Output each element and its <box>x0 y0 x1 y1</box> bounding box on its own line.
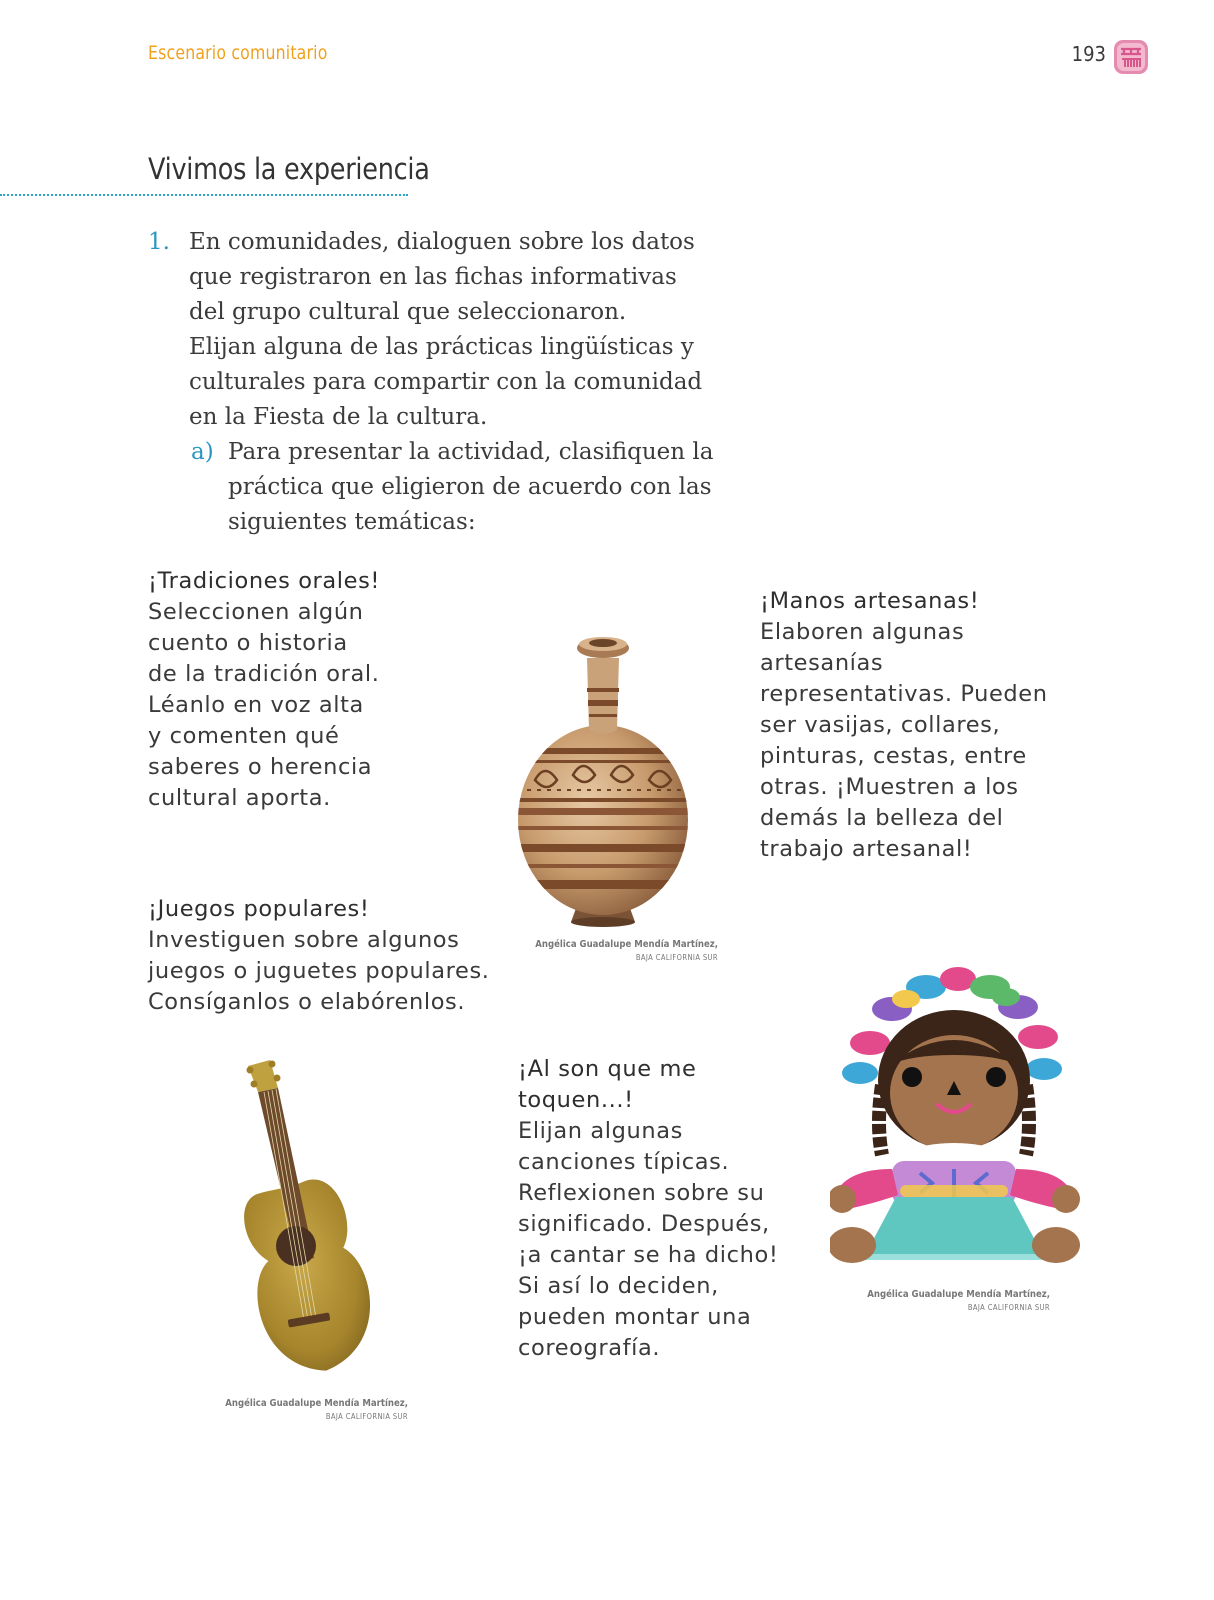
title-divider <box>0 194 408 196</box>
theme-line: ¡a cantar se ha dicho! <box>518 1242 779 1268</box>
theme-line: Léanlo en voz alta <box>148 692 364 718</box>
glyph-icon <box>1113 39 1149 75</box>
credit-name: Angélica Guadalupe Mendía Martínez, <box>867 1289 1050 1300</box>
activity-number: 1. <box>148 229 170 255</box>
scenario-label: Escenario comunitario <box>148 42 328 64</box>
credit-name: Angélica Guadalupe Mendía Martínez, <box>535 939 718 950</box>
theme-line: juegos o juguetes populares. <box>148 958 490 984</box>
activity-line: del grupo cultural que seleccionaron. <box>189 299 627 325</box>
theme-music <box>518 1054 818 1364</box>
sub-item-line: Para presentar la actividad, clasifiquen la <box>228 439 714 465</box>
activity-line: que registraron en las fichas informativas <box>189 264 677 290</box>
theme-title: ¡Manos artesanas! <box>760 588 980 614</box>
activity-line: en la Fiesta de la cultura. <box>189 404 488 430</box>
rag-doll-illustration <box>830 965 1080 1275</box>
theme-title: ¡Tradiciones orales! <box>148 568 381 594</box>
theme-line: significado. Después, <box>518 1211 770 1237</box>
theme-line: cuento o historia <box>148 630 348 656</box>
guitar-credit <box>210 1397 408 1423</box>
section-title: Vivimos la experiencia <box>148 152 430 186</box>
theme-title: toquen...! <box>518 1087 634 1113</box>
clay-vase-illustration <box>505 630 705 930</box>
theme-handcrafts <box>760 586 1090 865</box>
theme-line: ser vasijas, collares, <box>760 712 1001 738</box>
activity-line: Elijan alguna de las prácticas lingüísticas y <box>189 334 694 360</box>
theme-title: ¡Juegos populares! <box>148 896 370 922</box>
theme-line: demás la belleza del <box>760 805 1004 831</box>
theme-line: canciones típicas. <box>518 1149 730 1175</box>
credit-place: BAJA CALIFORNIA SUR <box>325 1412 408 1421</box>
sub-item-line: siguientes temáticas: <box>228 509 476 535</box>
theme-line: Investiguen sobre algunos <box>148 927 460 953</box>
sub-item-letter: a) <box>191 439 214 465</box>
theme-line: saberes o herencia <box>148 754 373 780</box>
theme-line: artesanías <box>760 650 884 676</box>
theme-line: otras. ¡Muestren a los <box>760 774 1019 800</box>
credit-place: BAJA CALIFORNIA SUR <box>967 1303 1050 1312</box>
theme-line: Reflexionen sobre su <box>518 1180 765 1206</box>
vase-credit <box>520 938 718 964</box>
activity-line: En comunidades, dialoguen sobre los datos <box>189 229 695 255</box>
theme-oral-traditions <box>148 566 478 814</box>
activity-line: culturales para compartir con la comunidad <box>189 369 703 395</box>
guitar-illustration <box>230 1058 390 1378</box>
theme-line: Elaboren algunas <box>760 619 965 645</box>
page-number: 193 <box>1071 42 1106 66</box>
doll-credit <box>852 1288 1050 1314</box>
sub-item-line: práctica que eligieron de acuerdo con las <box>228 474 712 500</box>
theme-line: Elijan algunas <box>518 1118 683 1144</box>
theme-line: Consíganlos o elabórenlos. <box>148 989 466 1015</box>
sub-item-text <box>228 435 768 540</box>
theme-line: representativas. Pueden <box>760 681 1048 707</box>
credit-name: Angélica Guadalupe Mendía Martínez, <box>225 1398 408 1409</box>
theme-line: cultural aporta. <box>148 785 331 811</box>
theme-line: trabajo artesanal! <box>760 836 973 862</box>
theme-line: y comenten qué <box>148 723 340 749</box>
theme-line: pinturas, cestas, entre <box>760 743 1027 769</box>
theme-line: Seleccionen algún <box>148 599 364 625</box>
credit-place: BAJA CALIFORNIA SUR <box>635 953 718 962</box>
theme-title: ¡Al son que me <box>518 1056 697 1082</box>
theme-popular-games <box>148 894 508 1018</box>
theme-line: de la tradición oral. <box>148 661 380 687</box>
theme-line: pueden montar una <box>518 1304 752 1330</box>
activity-text <box>189 225 749 435</box>
theme-line: coreografía. <box>518 1335 661 1361</box>
theme-line: Si así lo deciden, <box>518 1273 719 1299</box>
